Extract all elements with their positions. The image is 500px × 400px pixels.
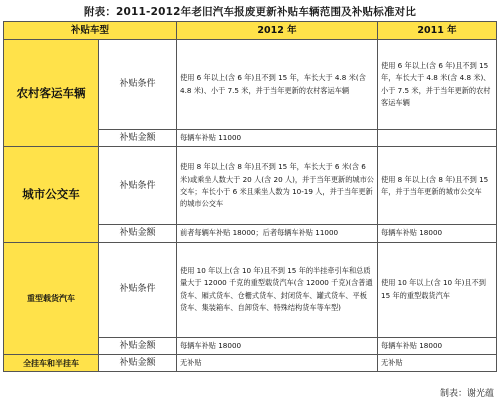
category-city-bus: 城市公交车 — [4, 147, 99, 242]
table-row — [4, 147, 497, 225]
table-credit: 制表：谢光蕴 — [439, 389, 494, 399]
condition-2011-cell: 使用 8 年以上(含 8 年)且不到 15 年，并于当年更新的城市公交车 — [378, 147, 497, 225]
header-2011: 2011 年 — [378, 22, 497, 40]
condition-2012-cell: 使用 10 年以上(含 10 年)且不到 15 年的半挂牵引车和总质量大于 12000 千克的重型载货汽车(含 12000 千克)(含普通货车、厢式货车、仓栅式货车、封闭货车、罐式货车、平板货车、集装箱车、自卸货车、特殊结构货车等车型) — [177, 242, 378, 337]
amount-2012-cell: 前者每辆车补贴 18000；后者每辆车补贴 11000 — [177, 225, 378, 242]
amount-2011-cell: 每辆车补贴 18000 — [378, 337, 497, 354]
condition-label: 补贴条件 — [99, 147, 177, 225]
condition-label: 补贴条件 — [99, 40, 177, 130]
header-type: 补贴车型 — [4, 22, 177, 40]
amount-2011-cell: 无补贴 — [378, 354, 497, 371]
amount-2011-cell — [378, 130, 497, 147]
category-trailer: 全挂车和半挂车 — [4, 354, 99, 371]
amount-2012-cell: 无补贴 — [177, 354, 378, 371]
amount-label: 补贴金额 — [99, 130, 177, 147]
amount-label: 补贴金额 — [99, 225, 177, 242]
table-row — [4, 354, 497, 371]
header-row — [4, 22, 497, 40]
condition-2012-cell: 使用 6 年以上(含 6 年)且不到 15 年，车长大于 4.8 米(含 4.8 米)、小于 7.5 米，并于当年更新的农村客运车辆 — [177, 40, 378, 130]
document-title: 附表：2011-2012年老旧汽车报废更新补贴车辆范围及补贴标准对比 — [83, 6, 417, 18]
amount-2012-cell: 每辆车补贴 18000 — [177, 337, 378, 354]
condition-2012-cell: 使用 8 年以上(含 8 年)且不到 15 年，车长大于 6 米(含 6 米)或乘坐人数大于 20 人(含 20 人)，并于当年更新的城市公交车；车长小于 6 米且乘坐人数为 10-19 人，并于当年更新的城市公交车 — [177, 147, 378, 225]
condition-label: 补贴条件 — [99, 242, 177, 337]
amount-2011-cell: 每辆车补贴 18000 — [378, 225, 497, 242]
subsidy-table — [3, 21, 497, 372]
condition-2011-cell: 使用 10 年以上(含 10 年)且不到 15 年的重型载货汽车 — [378, 242, 497, 337]
amount-2012-cell: 每辆车补贴 11000 — [177, 130, 378, 147]
amount-label: 补贴金额 — [99, 354, 177, 371]
category-rural-bus: 农村客运车辆 — [4, 40, 99, 147]
header-2012: 2012 年 — [177, 22, 378, 40]
table-row — [4, 40, 497, 130]
category-heavy-truck: 重型载货汽车 — [4, 242, 99, 354]
condition-2011-cell: 使用 6 年以上(含 6 年)且不到 15 年，车长大于 4.8 米(含 4.8 米)、小于 7.5 米，并于当年更新的农村客运车辆 — [378, 40, 497, 130]
amount-label: 补贴金额 — [99, 337, 177, 354]
table-row — [4, 242, 497, 337]
